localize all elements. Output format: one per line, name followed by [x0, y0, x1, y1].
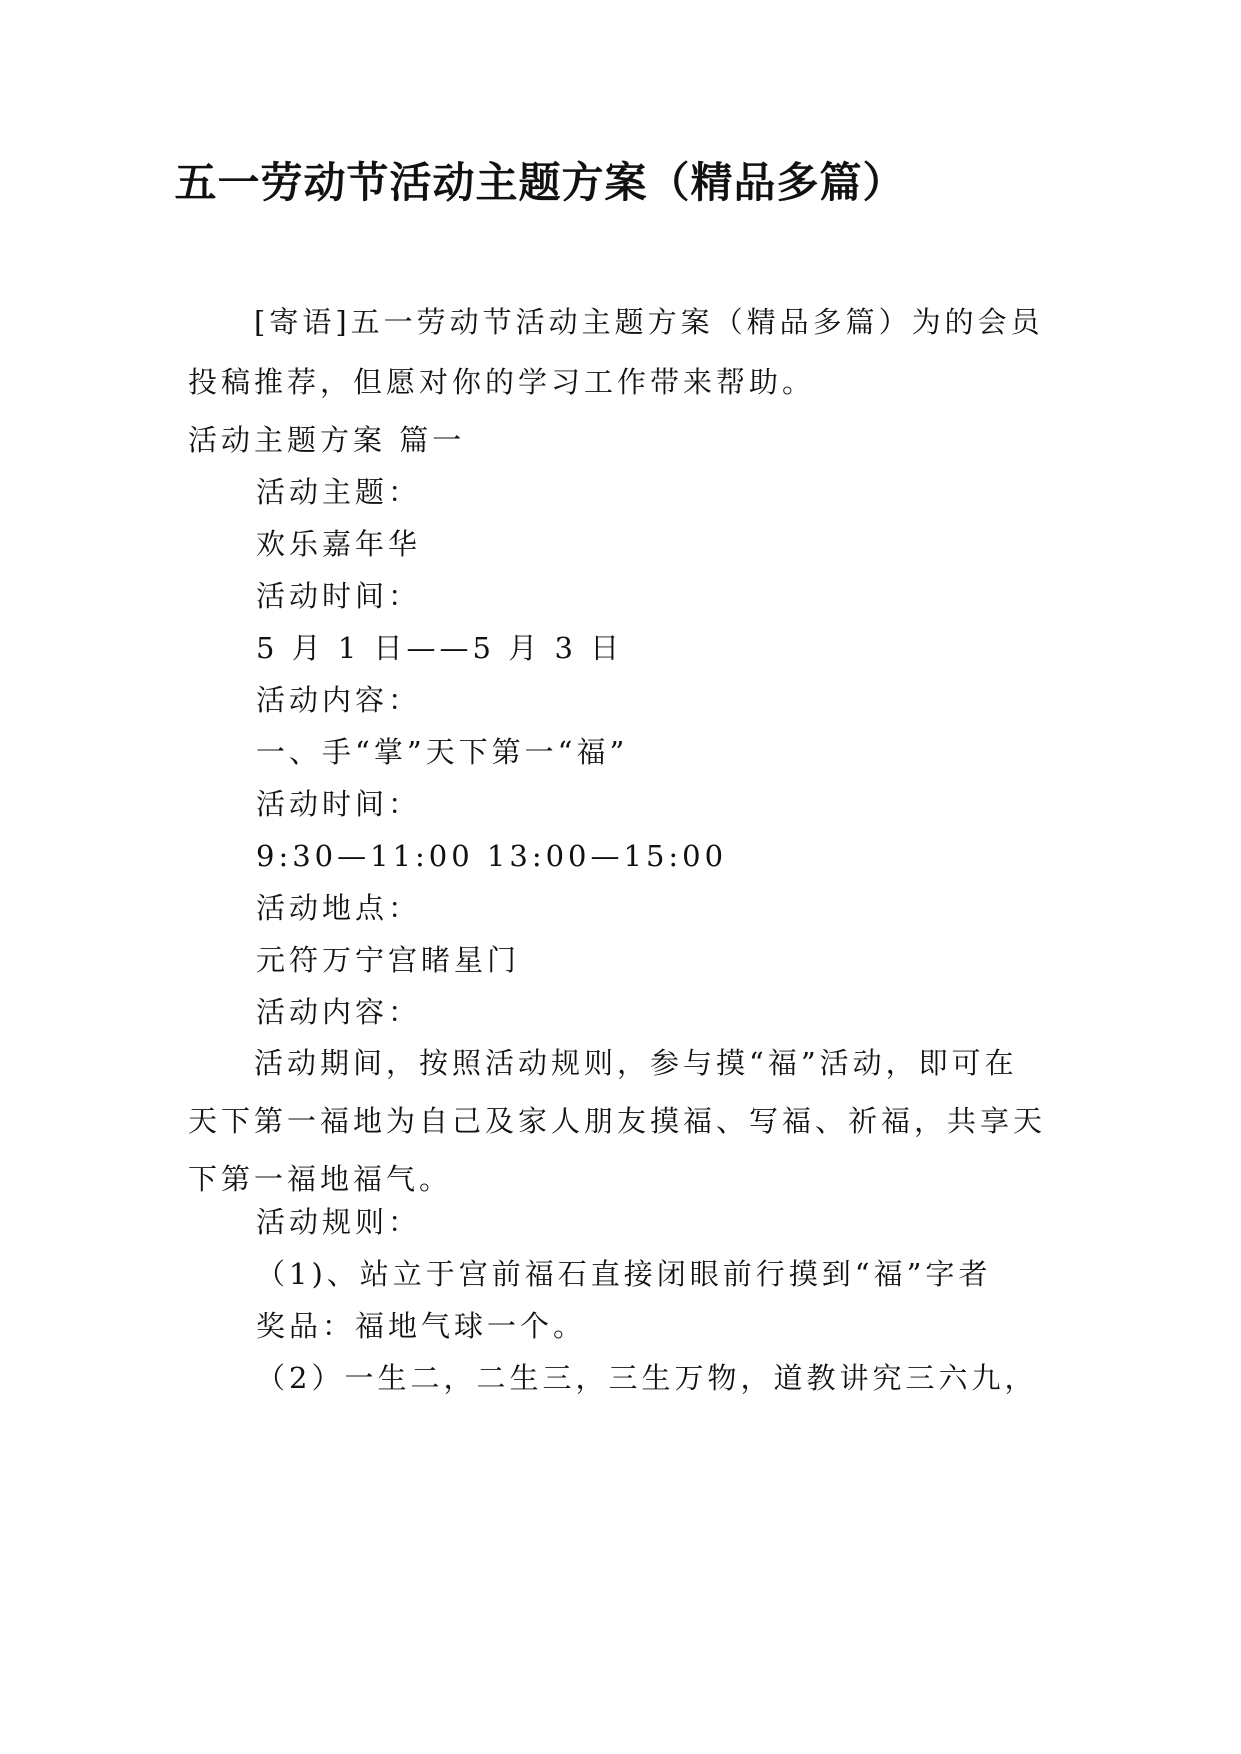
line-item-location-value: 元符万宁宫睹星门 — [256, 943, 521, 977]
line-activity-theme-value: 欢乐嘉年华 — [256, 527, 422, 561]
line-item-one-heading: 一、手“掌”天下第一“福” — [256, 735, 629, 769]
section-heading: 活动主题方案 篇一 — [188, 423, 466, 457]
intro-paragraph: [寄语]五一劳动节活动主题方案（精品多篇）为的会员投稿推荐，但愿对你的学习工作带来帮助。 — [188, 305, 1044, 399]
line-item-time-value: 9:30—11:00 13:00—15:00 — [256, 839, 728, 873]
rule-two: （2）一生二，二生三，三生万物，道教讲究三六九， — [256, 1361, 1038, 1395]
rules-heading: 活动规则： — [256, 1205, 422, 1239]
line-activity-time-value: 5 月 1 日——5 月 3 日 — [256, 631, 624, 665]
line-item-time-label: 活动时间： — [256, 787, 422, 821]
rule-one-prize: 奖品：福地气球一个。 — [256, 1309, 587, 1343]
content-paragraph: 活动期间，按照活动规则，参与摸“福”活动，即可在天下第一福地为自己及家人朋友摸福、写福、祈福，共享天下第一福地福气。 — [188, 1046, 1047, 1196]
document-title: 五一劳动节活动主题方案（精品多篇） — [174, 158, 906, 207]
rule-one: （1)、站立于宫前福石直接闭眼前行摸到“福”字者 — [256, 1257, 992, 1291]
line-activity-theme-label: 活动主题： — [256, 475, 422, 509]
line-item-location-label: 活动地点： — [256, 891, 422, 925]
line-activity-time-label: 活动时间： — [256, 579, 422, 613]
line-item-content-label: 活动内容： — [256, 995, 422, 1029]
line-activity-content-label: 活动内容： — [256, 683, 422, 717]
